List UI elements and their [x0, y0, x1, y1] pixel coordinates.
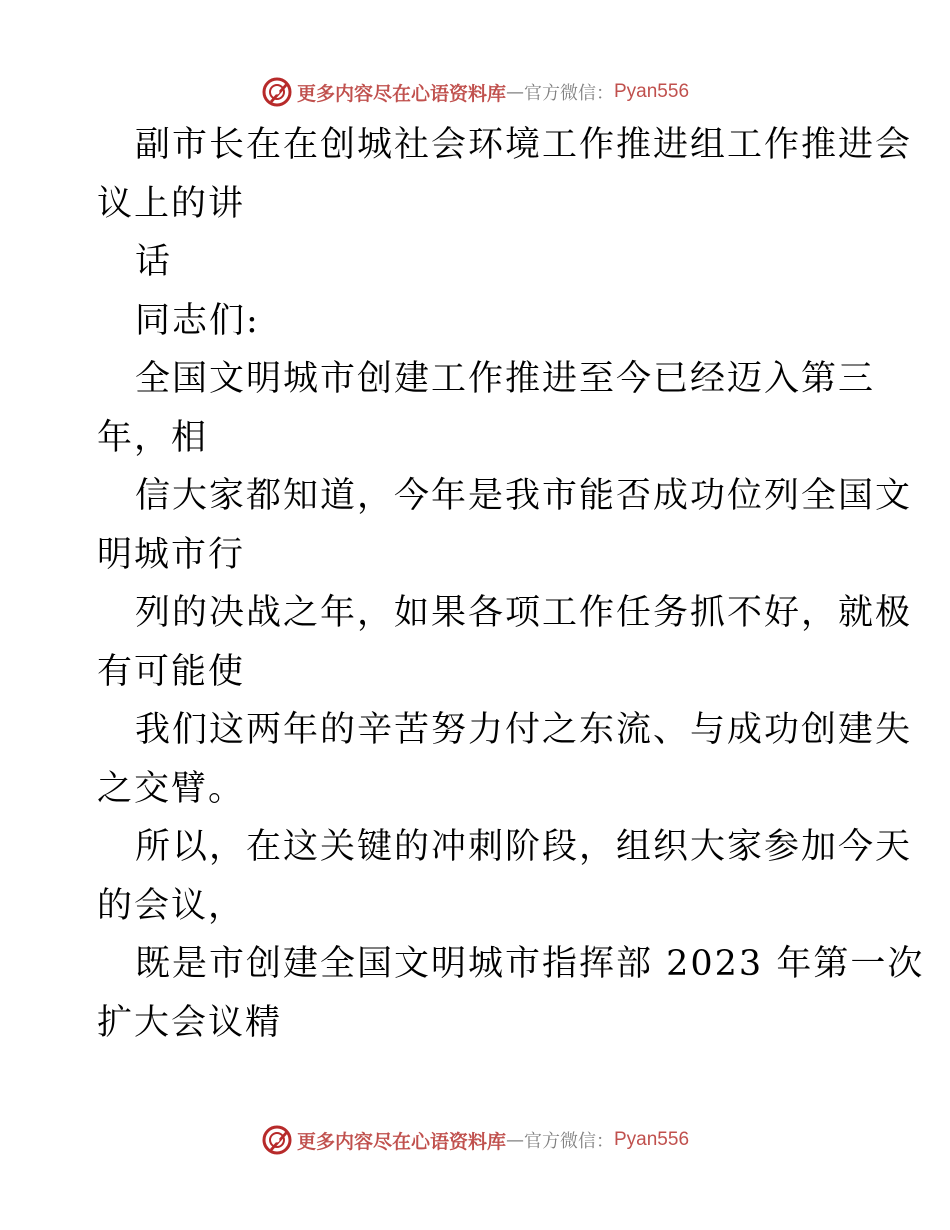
document-body	[97, 116, 925, 1052]
body-line: 之交臂。	[97, 768, 246, 809]
body-line: 所以，在这关键的冲刺阶段，组织大家参加今天	[135, 827, 913, 867]
body-line: 的会议，	[97, 885, 246, 926]
body-line: 有可能使	[97, 651, 246, 692]
pen-logo-icon	[261, 1124, 293, 1156]
body-line: 我们这两年的辛苦努力付之东流、与成功创建失	[135, 710, 913, 750]
banner-wechat-id: Pyan556	[614, 81, 690, 102]
footer-watermark-banner	[0, 1120, 950, 1160]
banner-wechat-label: 官方微信：	[524, 83, 614, 104]
body-line: 明城市行	[97, 534, 246, 575]
body-line: 年，相	[97, 417, 209, 458]
pen-logo-icon	[261, 76, 293, 108]
body-line: 信大家都知道，今年是我市能否成功位列全国文	[135, 476, 913, 516]
banner-dash: —	[506, 81, 524, 103]
body-line: 列的决战之年，如果各项工作任务抓不好，就极	[135, 593, 913, 633]
banner-wechat-id: Pyan556	[614, 1129, 690, 1150]
body-line: 全国文明城市创建工作推进至今已经迈入第三	[135, 359, 876, 399]
header-watermark-banner	[0, 72, 950, 112]
banner-wechat-label: 官方微信：	[524, 1131, 614, 1152]
banner-dash: —	[506, 1129, 524, 1151]
banner-site-text: 更多内容尽在心语资料库	[296, 1130, 506, 1153]
body-line: 话	[135, 242, 173, 282]
body-line: 扩大会议精	[97, 1002, 283, 1043]
body-line: 副市长在在创城社会环境工作推进组工作推进会	[135, 125, 913, 165]
body-line: 既是市创建全国文明城市指挥部 2023 年第一次	[135, 944, 925, 984]
banner-site-text: 更多内容尽在心语资料库	[296, 82, 506, 105]
body-line: 同志们:	[135, 300, 260, 341]
body-line: 议上的讲	[97, 183, 246, 224]
